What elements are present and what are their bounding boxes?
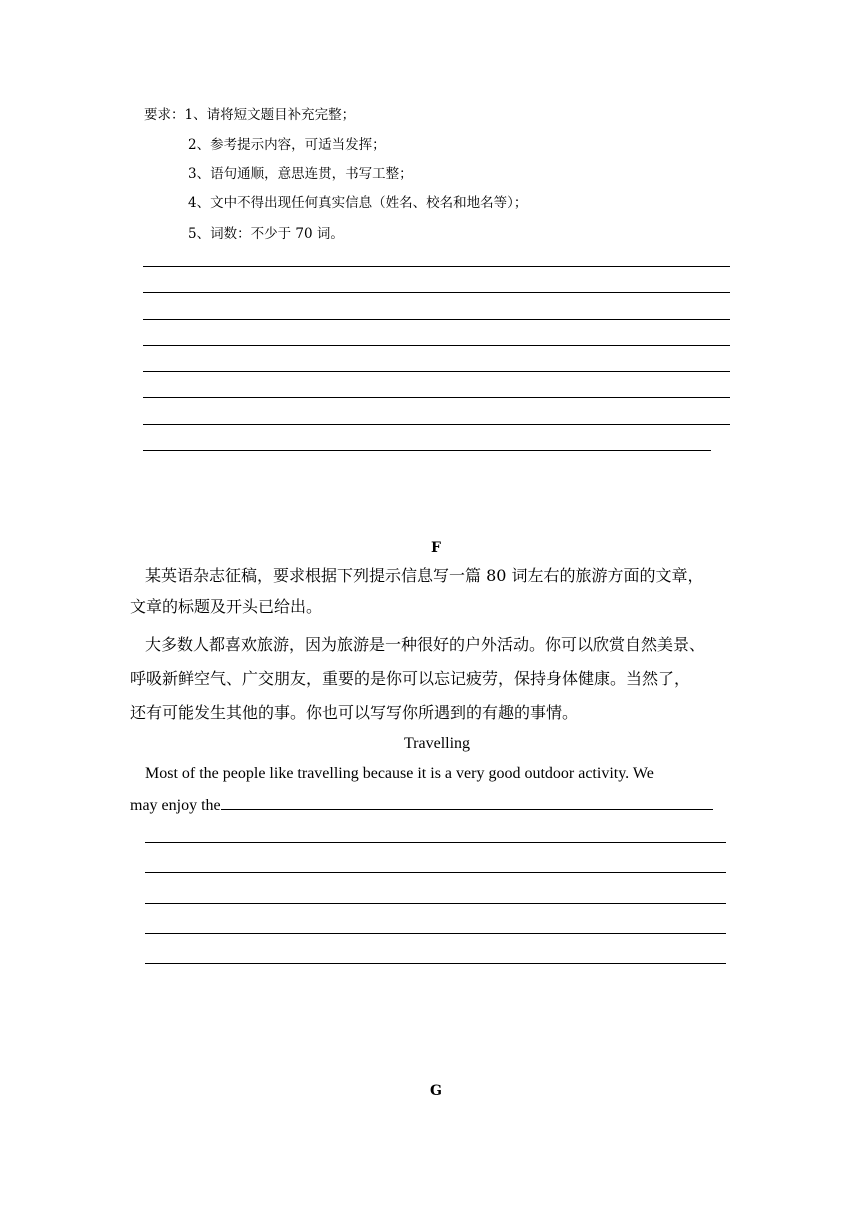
answer-blank[interactable] [221, 795, 713, 810]
writing-line[interactable] [145, 842, 726, 843]
writing-line[interactable] [143, 397, 730, 398]
section-f-hint-line1: 大多数人都喜欢旅游，因为旅游是一种很好的户外活动。你可以欣赏自然美景、 [145, 635, 706, 654]
essay-opening-line1: Most of the people like travelling because it is a very good outdoor activity. We [145, 765, 654, 782]
section-f-label: F [431, 540, 441, 556]
writing-line[interactable] [143, 371, 730, 372]
requirement-2: 2、参考提示内容，可适当发挥； [188, 137, 386, 153]
essay-opening-line2 [130, 795, 713, 815]
requirement-4: 4、文中不得出现任何真实信息（姓名、校名和地名等）； [188, 195, 528, 211]
essay-opening-text: may enjoy the [130, 797, 221, 814]
writing-line[interactable] [143, 424, 730, 425]
section-f-hint-line2: 呼吸新鲜空气、广交朋友，重要的是你可以忘记疲劳，保持身体健康。当然了， [130, 669, 691, 688]
section-f-instruction-line2: 文章的标题及开头已给出。 [130, 597, 323, 616]
requirement-1: 要求：1、请将短文题目补充完整； [144, 107, 356, 123]
writing-line[interactable] [145, 872, 726, 873]
writing-line[interactable] [143, 345, 730, 346]
writing-line[interactable] [145, 963, 726, 964]
writing-line[interactable] [143, 319, 730, 320]
section-f-instruction-line1: 某英语杂志征稿，要求根据下列提示信息写一篇 80 词左右的旅游方面的文章， [145, 566, 704, 585]
writing-line[interactable] [145, 903, 726, 904]
essay-title: Travelling [403, 735, 471, 752]
section-g-label: G [430, 1083, 442, 1099]
writing-line[interactable] [143, 292, 730, 293]
writing-line[interactable] [143, 450, 711, 451]
section-f-hint-line3: 还有可能发生其他的事。你也可以写写你所遇到的有趣的事情。 [130, 703, 579, 722]
requirement-5: 5、词数：不少于 70 词。 [188, 226, 344, 242]
requirement-3: 3、语句通顺，意思连贯，书写工整； [188, 166, 413, 182]
writing-line[interactable] [145, 933, 726, 934]
writing-line[interactable] [143, 266, 730, 267]
